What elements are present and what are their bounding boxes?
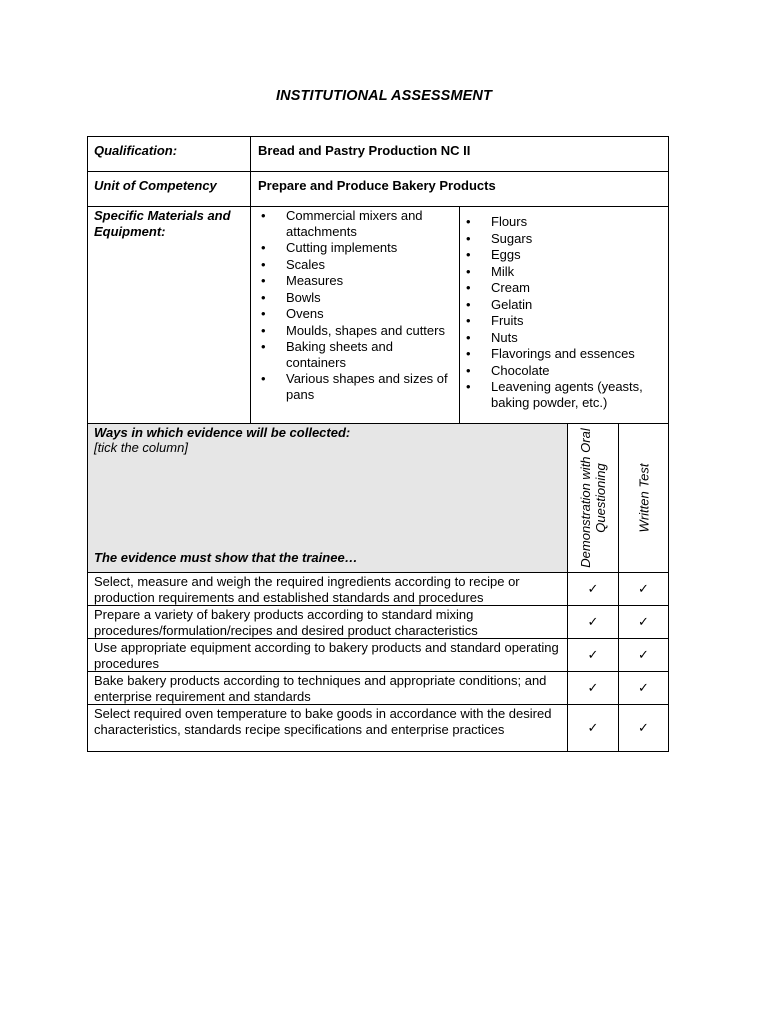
materials-cell	[460, 207, 669, 424]
qualification-value: Bread and Pastry Production NC II	[251, 137, 669, 172]
written-test-tick: ✓	[619, 573, 669, 606]
demonstration-header-line1: Demonstration with Oral	[578, 428, 593, 568]
criteria-row	[88, 639, 669, 672]
criteria-row	[88, 705, 669, 752]
written-test-tick: ✓	[619, 606, 669, 639]
list-item: • Commercial mixers and attachments	[259, 208, 455, 239]
materials-label: Specific Materials and Equipment:	[88, 207, 251, 424]
qualification-label: Qualification:	[88, 137, 251, 172]
list-item: • Bowls	[259, 290, 455, 306]
ways-cell	[88, 424, 568, 573]
document-title: INSTITUTIONAL ASSESSMENT	[276, 88, 492, 104]
demonstration-header-line2: Questioning	[593, 463, 608, 533]
evidence-table	[87, 423, 669, 752]
demonstration-tick: ✓	[568, 606, 619, 639]
criteria-row	[88, 672, 669, 705]
criteria-row	[88, 573, 669, 606]
demonstration-tick: ✓	[568, 672, 619, 705]
list-item: • Eggs	[464, 247, 664, 263]
written-test-tick: ✓	[619, 639, 669, 672]
written-test-column-header	[619, 424, 669, 573]
ways-subtitle: [tick the column]	[94, 440, 188, 455]
materials-row	[88, 207, 669, 424]
list-item: • Sugars	[464, 231, 664, 247]
list-item: • Nuts	[464, 330, 664, 346]
list-item: • Measures	[259, 273, 455, 289]
unit-row	[88, 172, 669, 207]
evidence-intro: The evidence must show that the trainee…	[94, 550, 358, 565]
qualification-row	[88, 137, 669, 172]
list-item: • Scales	[259, 257, 455, 273]
list-item: • Milk	[464, 264, 664, 280]
criteria-text: Select, measure and weigh the required ingredients according to recipe or production requirements and established standards and procedures	[88, 573, 568, 606]
materials-list	[464, 214, 664, 410]
unit-value: Prepare and Produce Bakery Products	[251, 172, 669, 207]
criteria-text: Prepare a variety of bakery products according to standard mixing procedures/formulation/recipes and desired product characteristics	[88, 606, 568, 639]
demonstration-tick: ✓	[568, 573, 619, 606]
list-item: • Fruits	[464, 313, 664, 329]
list-item: • Chocolate	[464, 363, 664, 379]
written-test-tick: ✓	[619, 672, 669, 705]
info-table	[87, 136, 669, 424]
unit-label: Unit of Competency	[88, 172, 251, 207]
criteria-text: Use appropriate equipment according to bakery products and standard operating procedures	[88, 639, 568, 672]
list-item: • Cutting implements	[259, 240, 455, 256]
equipment-list	[259, 208, 455, 402]
equipment-cell	[251, 207, 460, 424]
criteria-text: Select required oven temperature to bake goods in accordance with the desired characteristics, standards recipe specifications and enterprise practices	[88, 705, 568, 752]
written-test-tick: ✓	[619, 705, 669, 752]
list-item: • Moulds, shapes and cutters	[259, 323, 455, 339]
list-item: • Leavening agents (yeasts, baking powder, etc.)	[464, 379, 664, 410]
demonstration-tick: ✓	[568, 639, 619, 672]
demonstration-tick: ✓	[568, 705, 619, 752]
written-test-header: Written Test	[636, 463, 651, 533]
list-item: • Various shapes and sizes of pans	[259, 371, 455, 402]
list-item: • Flavorings and essences	[464, 346, 664, 362]
list-item: • Cream	[464, 280, 664, 296]
demonstration-column-header	[568, 424, 619, 573]
criteria-row	[88, 606, 669, 639]
ways-title: Ways in which evidence will be collected:	[94, 425, 351, 440]
list-item: • Baking sheets and containers	[259, 339, 455, 370]
criteria-text: Bake bakery products according to techniques and appropriate conditions; and enterprise requirement and standards	[88, 672, 568, 705]
evidence-header-row	[88, 424, 669, 573]
list-item: • Ovens	[259, 306, 455, 322]
list-item: • Gelatin	[464, 297, 664, 313]
list-item: • Flours	[464, 214, 664, 230]
